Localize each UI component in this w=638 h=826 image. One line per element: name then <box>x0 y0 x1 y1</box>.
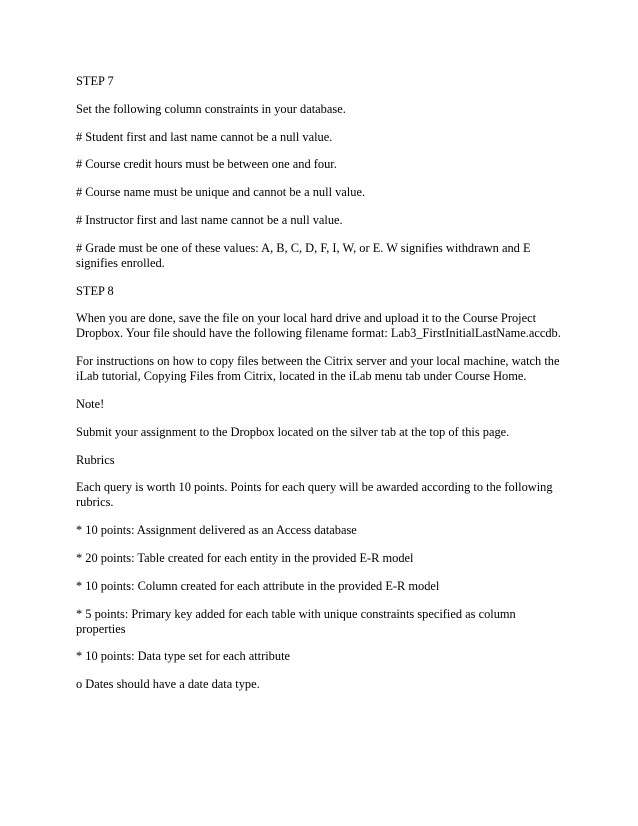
paragraph: For instructions on how to copy files between the Citrix server and your local machine, watch the iLab tutorial, Copying Files from Citrix, located in the iLab menu tab under Course Home. <box>76 354 560 384</box>
rubric-item: * 10 points: Assignment delivered as an Access database <box>76 523 357 538</box>
constraint-item: # Course credit hours must be between one and four. <box>76 157 337 172</box>
paragraph: Each query is worth 10 points. Points for each query will be awarded according to the following rubrics. <box>76 480 553 510</box>
paragraph: Set the following column constraints in your database. <box>76 101 346 116</box>
paragraph: Submit your assignment to the Dropbox located on the silver tab at the top of this page. <box>76 424 510 439</box>
rubric-item: * 5 points: Primary key added for each table with unique constraints specified as column properties <box>76 606 516 636</box>
constraint-item: # Instructor first and last name cannot be a null value. <box>76 212 343 227</box>
paragraph: When you are done, save the file on your local hard drive and upload it to the Course Project Dropbox. Your file should have the following filename format: Lab3_FirstInitialLastName.accdb. <box>76 311 561 341</box>
rubric-subitem: o Dates should have a date data type. <box>76 677 260 692</box>
document-body <box>76 74 566 705</box>
step-8-heading: STEP 8 <box>76 283 114 298</box>
step-7-heading: STEP 7 <box>76 74 114 88</box>
constraint-item: # Course name must be unique and cannot be a null value. <box>76 185 366 200</box>
constraint-item: # Grade must be one of these values: A, B, C, D, F, I, W, or E. W signifies withdrawn and E signifies enrolled. <box>76 240 531 270</box>
rubrics-heading: Rubrics <box>76 452 115 467</box>
constraint-item: # Student first and last name cannot be a null value. <box>76 129 333 144</box>
rubric-item: * 20 points: Table created for each entity in the provided E-R model <box>76 550 414 565</box>
rubric-item: * 10 points: Data type set for each attribute <box>76 649 291 664</box>
note-heading: Note! <box>76 396 105 411</box>
rubric-item: * 10 points: Column created for each attribute in the provided E-R model <box>76 578 440 593</box>
